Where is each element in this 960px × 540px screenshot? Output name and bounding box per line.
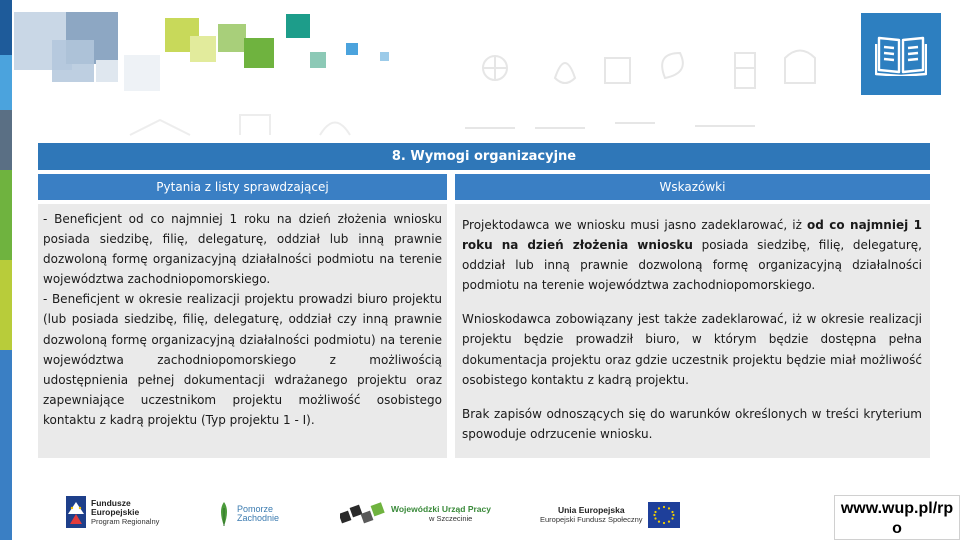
- background-icons-left: [120, 100, 420, 140]
- question-text: - Beneficjent od co najmniej 1 roku na dzień złożenia wniosku posiada siedzibę, filię, delegaturę, oddział lub inną prawnie dozwoloną formę organizacyjną działalności podmiotu na terenie województwa zachodniopomorskiego.: [43, 212, 442, 287]
- eu-flag-icon: [648, 502, 680, 528]
- hint-paragraph: Brak zapisów odnoszących się do warunków określonych w treści kryterium spowoduje odrzucenie wniosku.: [462, 406, 922, 441]
- color-strip-gray: [0, 110, 12, 170]
- logo-text: w Szczecinie: [429, 514, 473, 523]
- fe-logo-icon: [66, 496, 86, 528]
- decor-square: [96, 60, 118, 82]
- hint-text: Projektodawca we wniosku musi jasno zadeklarować, iż: [462, 218, 807, 232]
- color-strip-blue: [0, 0, 12, 55]
- logo-wup-szczecin: [340, 500, 491, 528]
- logo-text: Europejski Fundusz Społeczny: [540, 515, 643, 524]
- hints-cell: [455, 204, 930, 458]
- color-strip-lightblue: [0, 55, 12, 110]
- decor-square: [346, 43, 358, 55]
- hint-text: posiada siedzibę, filię, delegaturę, oddział lub inną prawnie dozwoloną formę organizacyjną działalności podmiotu na terenie województwa zachodniopomorskiego.: [462, 238, 922, 293]
- section-title: 8. Wymogi organizacyjne: [38, 143, 930, 170]
- hint-paragraph: Wnioskodawca zobowiązany jest także zadeklarować, iż w okresie realizacji projektu będzie prowadził biuro, w którym będzie dostępna pełna dokumentacja projektu oraz gdzie uczestnik projektu będzie miał możliwość osobistego kontaktu z kadrą projektu.: [462, 312, 922, 387]
- logo-text: Zachodnie: [237, 513, 280, 523]
- color-strip-teal: [0, 350, 12, 540]
- logo-unia-europejska: [540, 502, 680, 528]
- logo-text: Europejskie: [91, 506, 140, 517]
- table-header-row: [38, 174, 930, 200]
- requirements-table: [38, 143, 930, 458]
- table-row: [38, 204, 930, 458]
- leaf-icon: [216, 500, 232, 528]
- logo-text: Fundusze: [91, 497, 131, 508]
- column-header-hints: Wskazówki: [455, 174, 930, 200]
- book-icon: [875, 32, 927, 76]
- hint-text-bold: od co najmniej 1 roku na dzień złożenia wniosku: [462, 218, 922, 253]
- logo-text: Pomorze: [237, 504, 274, 514]
- decor-square: [52, 40, 94, 82]
- wup-logo-icon: [340, 500, 386, 528]
- questions-cell: [38, 204, 447, 458]
- logo-text: Unia Europejska: [557, 505, 625, 515]
- logo-pomorze-zachodnie: [216, 500, 279, 528]
- hint-paragraph: [462, 215, 922, 295]
- website-url[interactable]: www.wup.pl/rpo: [834, 495, 960, 540]
- decor-square: [244, 38, 274, 68]
- color-strip-yellowgreen: [0, 260, 12, 350]
- decor-square: [218, 24, 246, 52]
- decor-square: [190, 36, 216, 62]
- decor-square: [380, 52, 389, 61]
- column-header-questions: Pytania z listy sprawdzającej: [38, 174, 447, 200]
- decor-square: [310, 52, 326, 68]
- logo-text: Program Regionalny: [91, 516, 160, 526]
- question-text: - Beneficjent w okresie realizacji projektu prowadzi biuro projektu (lub posiada siedzibę, filię, delegaturę, oddział czy inną prawnie dozwoloną formę organizacyjną działalności podmiotu) na terenie województwa zachodniopomorskiego z możliwością udostępnienia pełnej dokumentacji wdrażanego projektu oraz zapewniające uczestnikom projektu możliwość osobistego kontaktu z kadrą projektu (Typ projektu 1 - I).: [43, 292, 442, 427]
- book-icon: [861, 13, 941, 95]
- logo-text: Wojewódzki Urząd Pracy: [391, 504, 491, 514]
- background-icons: [455, 38, 855, 138]
- decor-square: [286, 14, 310, 38]
- logo-fundusze-europejskie: [66, 496, 159, 528]
- color-strip-green: [0, 170, 12, 260]
- decor-square: [124, 55, 160, 91]
